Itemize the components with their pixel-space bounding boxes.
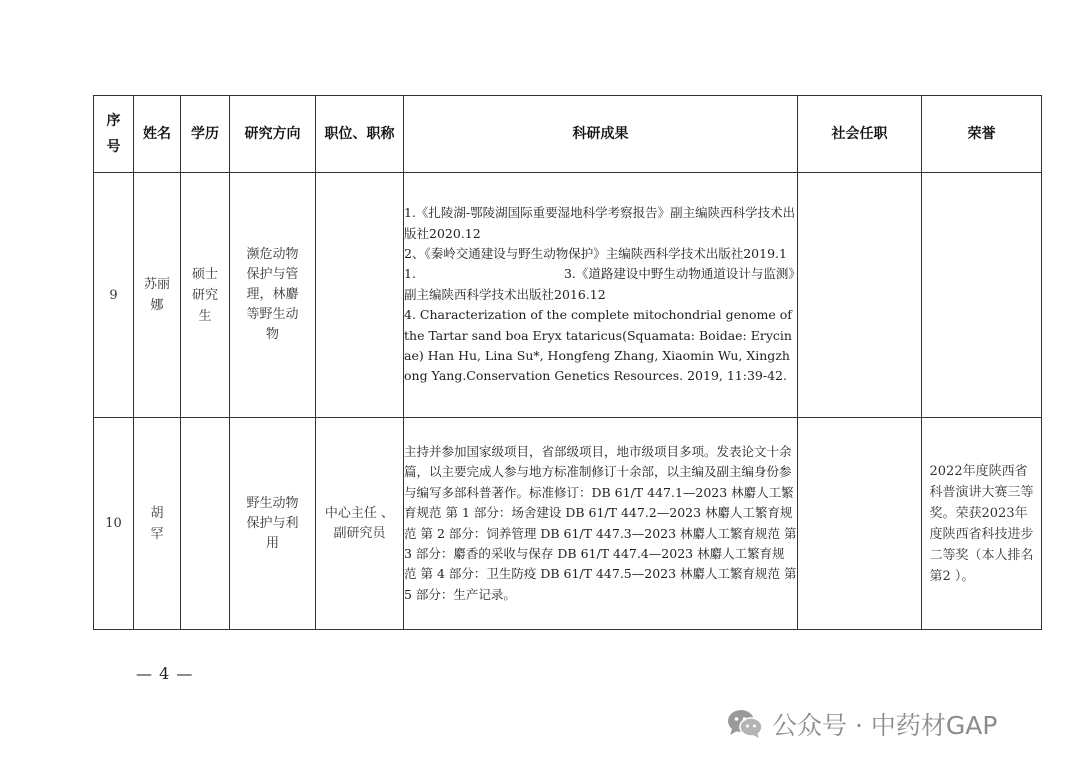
header-name: 姓名 [134, 96, 181, 173]
header-research-direction: 研究方向 [230, 96, 316, 173]
row-position-title [316, 173, 404, 418]
row-education [181, 418, 230, 630]
personnel-table [93, 95, 1042, 630]
result-item: 1.《扎陵湖-鄂陵湖国际重要湿地科学考察报告》副主编陕西科学技术出版社2020.12 [404, 205, 796, 241]
watermark-text: 公众号 · 中药材GAP [772, 711, 998, 740]
watermark [726, 704, 997, 744]
row-research-direction: 濒危动物保护与管理，林麝等野生动物 [230, 173, 316, 418]
row-research-direction: 野生动物保护与利用 [230, 418, 316, 630]
table-row [94, 418, 1042, 630]
row-social-roles [798, 173, 922, 418]
header-research-results: 科研成果 [404, 96, 798, 173]
header-index: 序号 [94, 96, 134, 173]
table-row [94, 173, 1042, 418]
row-honors [922, 173, 1042, 418]
row-position-title: 中心主任 、副研究员 [316, 418, 404, 630]
result-item: 4. Characterization of the complete mitochondrial genome of the Tartar sand boa Eryx tataricus(Squamata: Boidae: Erycinae) Han Hu, Lina Su*, Hongfeng Zhang, Xiaomin Wu, Xingzhong Yang.Conservation Genetics Resources. 2019, 11:39-42. [404, 307, 792, 384]
row-social-roles [798, 418, 922, 630]
row-name: 胡 罕 [134, 418, 181, 630]
table-header-row [94, 96, 1042, 173]
row-name: 苏丽娜 [134, 173, 181, 418]
header-education: 学历 [181, 96, 230, 173]
row-research-results [404, 173, 798, 418]
row-education: 硕士研究生 [181, 173, 230, 418]
result-item: 2、《秦岭交通建设与野生动物保护》主编陕西科学技术出版社2019.11. 3.《道路建设中野生动物通道设计与监测》副主编陕西科学技术出版社2016.12 [404, 245, 795, 302]
row-honors: 2022年度陕西省科普演讲大赛三等奖。荣获2023年度陕西省科技进步二等奖（本人排名第2 ）。 [922, 418, 1042, 630]
wechat-icon [726, 708, 764, 740]
row-index: 10 [94, 418, 134, 630]
row-index: 9 [94, 173, 134, 418]
header-social-roles: 社会任职 [798, 96, 922, 173]
page-number: — 4 — [136, 664, 194, 683]
row-research-results: 主持并参加国家级项目，省部级项目，地市级项目多项。发表论文十余篇，以主要完成人参与地方标准制修订十余部，以主编及副主编身份参与编写多部科普著作。标准修订：DB 61/T 447.1—2023 林麝人工繁育规范 第 1 部分：场舍建设 DB 61/T 447.2—2023 林麝人工繁育规范 第 2 部分：饲养管理 DB 61/T 447.3—2023 林麝人工繁育规范 第 3 部分：麝香的采收与保存 DB 61/T 447.4—2023 林麝人工繁育规范 第 4 部分：卫生防疫 DB 61/T 447.5—2023 林麝人工繁育规范 第 5 部分：生产记录。 [404, 418, 798, 630]
header-position-title: 职位、职称 [316, 96, 404, 173]
header-honors: 荣誉 [922, 96, 1042, 173]
